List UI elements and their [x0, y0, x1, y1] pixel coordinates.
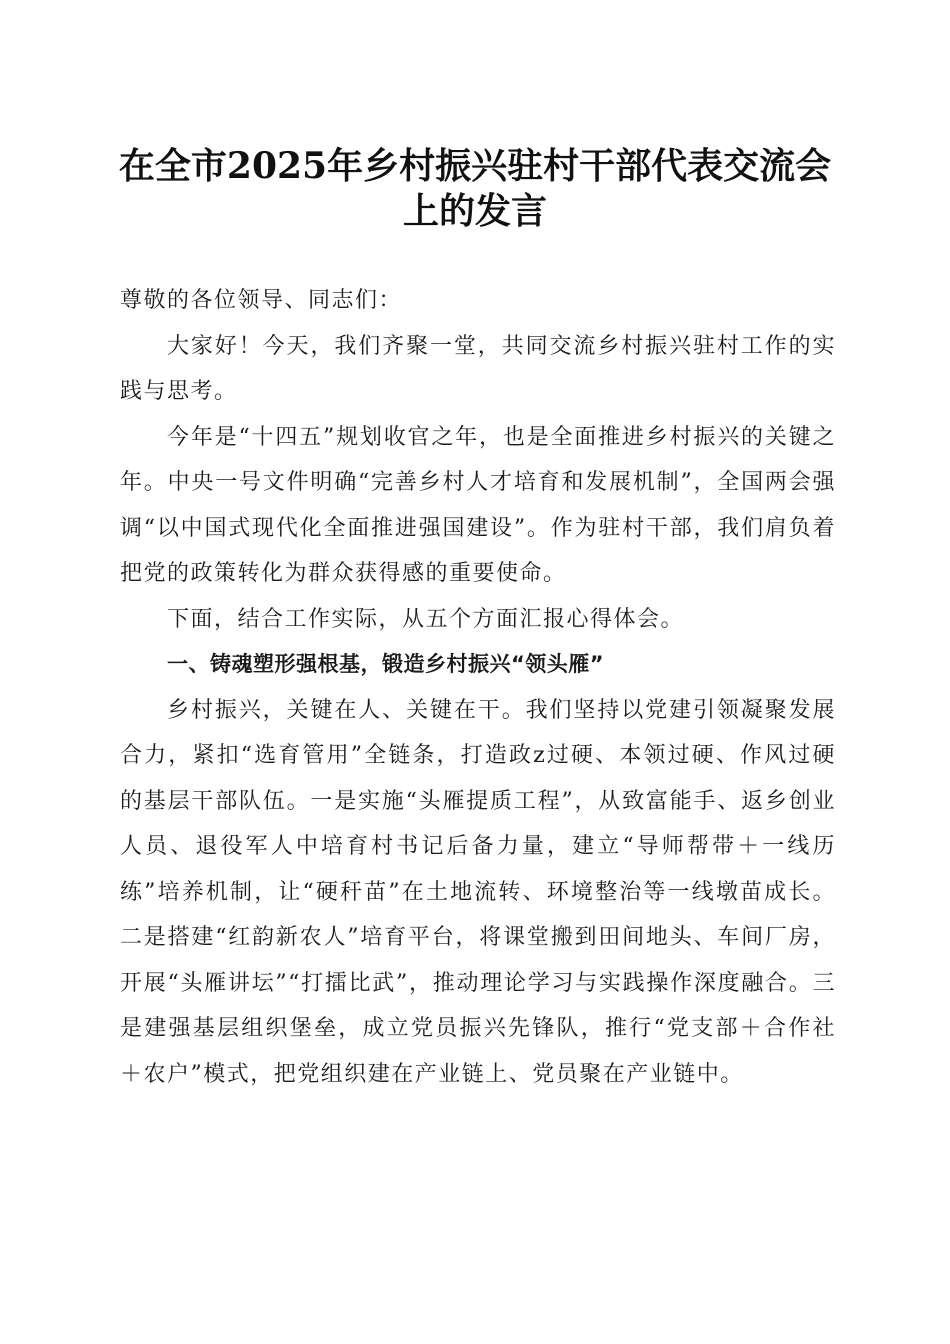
paragraph-context: 今年是“十四五”规划收官之年，也是全面推进乡村振兴的关键之年。中央一号文件明确“完善乡村人才培育和发展机制”，全国两会强调“以中国式现代化全面推进强国建设”。作为驻村干部，我们肩负着把党的政策转化为群众获得感的重要使命。 — [120, 424, 836, 586]
document-body — [120, 278, 836, 1097]
paragraph-greeting: 大家好！今天，我们齐聚一堂，共同交流乡村振兴驻村工作的实践与思考。 — [120, 333, 836, 404]
document-title-line-1: 在全市2025年乡村振兴驻村干部代表交流会 — [118, 145, 832, 187]
paragraph-outline: 下面，结合工作实际，从五个方面汇报心得体会。 — [167, 606, 685, 632]
salutation: 尊敬的各位领导、同志们： — [120, 288, 403, 313]
document-title-line-2: 上的发言 — [402, 190, 547, 232]
section-1-heading: 一、铸魂塑形强根基，锻造乡村振兴“领头雁” — [167, 652, 605, 676]
section-1-body: 乡村振兴，关键在人、关键在干。我们坚持以党建引领凝聚发展合力，紧扣“选育管用”全链条，打造政z过硬、本领过硬、作风过硬的基层干部队伍。一是实施“头雁提质工程”，从致富能手、返乡创业人员、退役军人中培育村书记后备力量，建立“导师帮带＋一线历练”培养机制，让“硬秆苗”在土地流转、环境整治等一线墩苗成长。二是搭建“红韵新农人”培育平台，将课堂搬到田间地头、车间厂房，开展“头雁讲坛”“打擂比武”，推动理论学习与实践操作深度融合。三是建强基层组织堡垒，成立党员振兴先锋队，推行“党支部＋合作社＋农户”模式，把党组织建在产业链上、党员聚在产业链中。 — [120, 697, 836, 1087]
